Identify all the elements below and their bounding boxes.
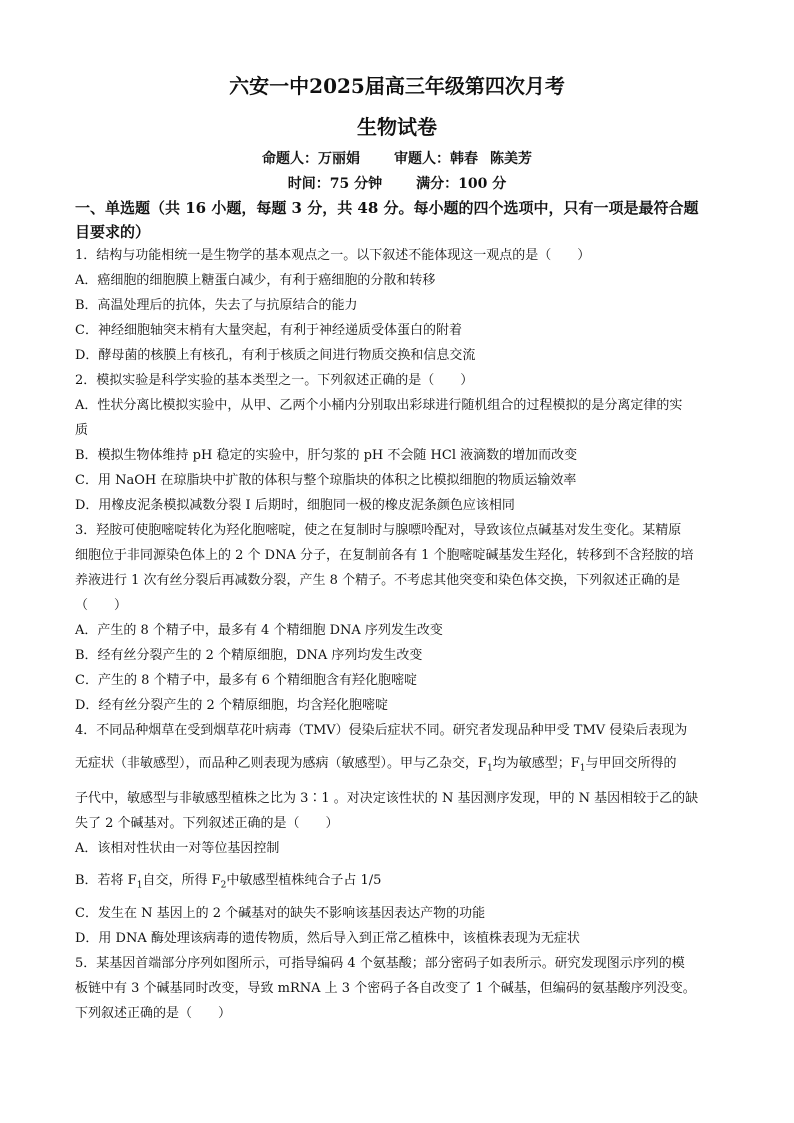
exam-subject: 生物试卷 (357, 115, 437, 139)
q4-stem-line4: 失了 2 个碱基对。下列叙述正确的是（ ） (75, 816, 339, 831)
q4-stem-line3: 子代中，敏感型与非敏感型植株之比为 3∶1 。对决定该性状的 N 基因测序发现，甲的 N 基因相较于乙的缺 (75, 791, 699, 806)
q5-stem-line1: 5．某基因首端部分序列如图所示，可指导编码 4 个氨基酸；部分密码子如表所示。研究发现图示序列的模 (75, 956, 685, 971)
q2-option-c: C．用 NaOH 在琼脂块中扩散的体积与整个琼脂块的体积之比模拟细胞的物质运输效率 (75, 473, 577, 488)
q3-stem-line4: （ ） (75, 598, 128, 613)
q4-option-b-part: B．若将 F (75, 873, 137, 888)
exam-title: 六安一中2025届高三年级第四次月考 (229, 74, 565, 98)
q2-option-d: D．用橡皮泥条模拟减数分裂 I 后期时，细胞同一极的橡皮泥条颜色应该相同 (75, 498, 515, 513)
q4-stem-line2-part: 无症状（非敏感型），而品种乙则表现为感病（敏感型）。甲与乙杂交，F (75, 756, 488, 771)
q4-stem-line2-part: 均为敏感型；F (492, 756, 580, 771)
q1-option-c: C．神经细胞轴突末梢有大量突起，有利于神经递质受体蛋白的附着 (75, 323, 462, 338)
q4-subscript: 1 (579, 763, 586, 774)
section-heading (75, 196, 725, 244)
q4-option-d: D．用 DNA 酶处理该病毒的遗传物质，然后导入到正常乙植株中，该植株表现为无症状 (75, 931, 580, 946)
reviewer-label: 审题人：韩春 (394, 151, 478, 167)
q1-option-b: B．高温处理后的抗体，失去了与抗原结合的能力 (75, 298, 358, 313)
q2-option-a-line2: 质 (75, 423, 89, 438)
q4-option-b-part: 自交，所得 F (142, 873, 221, 888)
q2-stem: 2．模拟实验是科学实验的基本类型之一。下列叙述正确的是（ ） (75, 373, 474, 388)
q2-option-a-line1: A．性状分离比模拟实验中，从甲、乙两个小桶内分别取出彩球进行随机组合的过程模拟的是分离定律的实 (75, 398, 683, 413)
q3-option-b: B．经有丝分裂产生的 2 个精原细胞，DNA 序列均发生改变 (75, 648, 423, 663)
section-heading-line1: 一、单选题（共 16 小题，每题 3 分，共 48 分。每小题的四个选项中，只有一项是最符合题 (75, 199, 699, 217)
q2-option-b: B．模拟生物体维持 pH 稳定的实验中，肝匀浆的 pH 不会随 HCl 液滴数的增加而改变 (75, 448, 578, 463)
q4-option-b-part: 中敏感型植株纯合子占 1/5 (226, 873, 382, 888)
q5-stem-line2: 板链中有 3 个碱基同时改变，导致 mRNA 上 3 个密码子各自改变了 1 个碱基，但编码的氨基酸序列没变。 (75, 981, 696, 996)
q5-stem-line3: 下列叙述正确的是（ ） (75, 1006, 232, 1021)
q1-option-d: D．酵母菌的核膜上有核孔，有利于核质之间进行物质交换和信息交流 (75, 348, 476, 363)
q4-stem-line2 (75, 755, 725, 778)
q3-stem-line3: 养液进行 1 次有丝分裂后再减数分裂，产生 8 个精子。不考虑其他突变和染色体交换，下列叙述正确的是 (75, 573, 681, 588)
q4-option-b (75, 872, 725, 895)
q4-subscript: 1 (487, 763, 493, 774)
reviewer2: 陈美芳 (490, 151, 532, 167)
q3-option-c: C．产生的 8 个精子中，最多有 6 个精细胞含有羟化胞嘧啶 (75, 673, 418, 688)
time-score-row (0, 173, 794, 193)
q4-option-a: A．该相对性状由一对等位基因控制 (75, 841, 280, 856)
q3-stem-line1: 3．羟胺可使胞嘧啶转化为羟化胞嘧啶，使之在复制时与腺嘌呤配对，导致该位点碱基对发生变化。某精原 (75, 523, 682, 538)
score-label: 满分：100 分 (416, 176, 507, 192)
setter-row (0, 148, 794, 168)
q1-stem: 1．结构与功能相统一是生物学的基本观点之一。以下叙述不能体现这一观点的是（ ） (75, 248, 591, 263)
q1-option-a: A．癌细胞的细胞膜上糖蛋白减少，有利于癌细胞的分散和转移 (75, 273, 436, 288)
q4-stem-line1: 4．不同品种烟草在受到烟草花叶病毒（TMV）侵染后症状不同。研究者发现品种甲受 TMV 侵染后表现为 (75, 723, 688, 738)
time-label: 时间：75 分钟 (287, 176, 383, 192)
q4-subscript: 2 (220, 880, 227, 891)
q3-option-d: D．经有丝分裂产生的 2 个精原细胞，均含羟化胞嘧啶 (75, 698, 388, 713)
q4-option-c: C．发生在 N 基因上的 2 个碱基对的缺失不影响该基因表达产物的功能 (75, 906, 486, 921)
q3-option-a: A．产生的 8 个精子中，最多有 4 个精细胞 DNA 序列发生改变 (75, 623, 443, 638)
q3-stem-line2: 细胞位于非同源染色体上的 2 个 DNA 分子，在复制前各有 1 个胞嘧啶碱基发生羟化，转移到不含羟胺的培 (75, 548, 694, 563)
q4-stem-line2-part: 与甲回交所得的 (585, 756, 677, 771)
q4-subscript: 1 (136, 880, 143, 891)
section-heading-line2: 目要求的） (75, 223, 151, 241)
setter-label: 命题人：万丽娟 (262, 151, 360, 167)
